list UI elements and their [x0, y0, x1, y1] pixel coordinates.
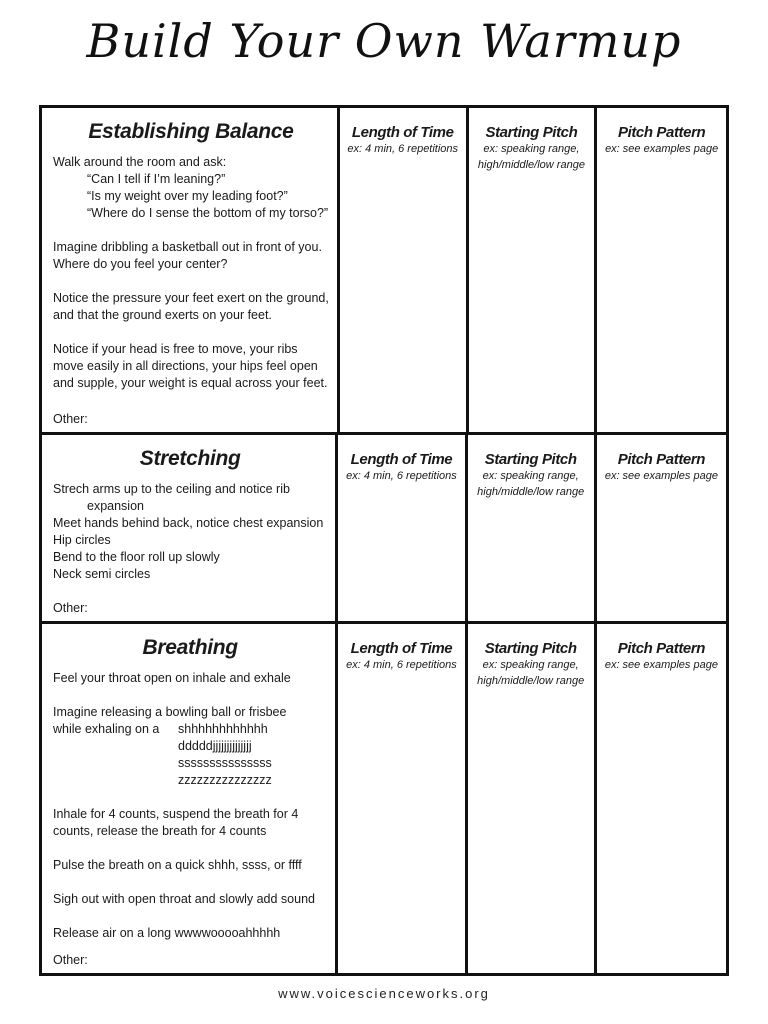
column-example-pitch: ex: speaking range,	[482, 659, 579, 671]
column-example-pitch: high/middle/low range	[477, 675, 585, 687]
text-line: while exhaling on a	[53, 722, 160, 736]
text-line: “Is my weight over my leading foot?”	[87, 189, 288, 203]
pitch-pattern-cell[interactable]	[597, 435, 726, 621]
text-line: move easily in all directions, your hips feel open	[53, 359, 318, 373]
text-line: expansion	[87, 499, 144, 513]
text-line: Meet hands behind back, notice chest expansion	[53, 516, 324, 530]
length-of-time-cell[interactable]	[338, 624, 467, 973]
column-title-pattern: Pitch Pattern	[617, 451, 706, 468]
column-example-pattern: ex: see examples page	[604, 659, 718, 671]
column-title-length: Length of Time	[350, 640, 453, 657]
column-example-pitch: high/middle/low range	[477, 159, 585, 171]
column-example-length: ex: 4 min, 6 repetitions	[346, 470, 457, 482]
starting-pitch-cell[interactable]	[468, 435, 597, 621]
column-title-pattern: Pitch Pattern	[617, 640, 706, 657]
row-stretching	[42, 435, 726, 624]
text-line: Notice if your head is free to move, your ribs	[53, 342, 298, 356]
text-line: Walk around the room and ask:	[53, 155, 227, 169]
row-breathing	[42, 624, 726, 973]
section-title-breathing: Breathing	[142, 636, 238, 659]
column-example-length: ex: 4 min, 6 repetitions	[346, 659, 457, 671]
text-line: and that the ground exerts on your feet.	[53, 308, 272, 322]
column-title-pattern: Pitch Pattern	[617, 124, 706, 141]
balance-cell	[42, 108, 340, 432]
text-line: Feel your throat open on inhale and exhale	[53, 671, 291, 685]
text-line: “Where do I sense the bottom of my torso?”	[87, 206, 329, 220]
text-line: “Can I tell if I’m leaning?”	[87, 172, 226, 186]
column-example-pattern: ex: see examples page	[605, 143, 719, 155]
column-example-pitch: ex: speaking range,	[483, 143, 580, 155]
text-line: Where do you feel your center?	[53, 257, 228, 271]
text-line: Inhale for 4 counts, suspend the breath for 4	[53, 807, 299, 821]
text-line: Hip circles	[53, 533, 111, 547]
sound-text: sssssssssssssss	[178, 756, 272, 770]
breathing-cell	[42, 624, 338, 973]
footer-url[interactable]: www.voicescienceworks.org	[278, 986, 490, 1001]
starting-pitch-cell[interactable]	[469, 108, 598, 432]
column-title-length: Length of Time	[351, 124, 454, 141]
section-title-balance: Establishing Balance	[88, 120, 294, 143]
row-establishing-balance	[42, 108, 726, 435]
sound-text: zzzzzzzzzzzzzzz	[178, 773, 272, 787]
text-line: and supple, your weight is equal across your feet.	[53, 376, 328, 390]
pitch-pattern-cell[interactable]	[597, 624, 726, 973]
text-line: Imagine dribbling a basketball out in front of you.	[53, 240, 322, 254]
page-title: Build Your Own Warmup	[86, 14, 682, 68]
column-title-length: Length of Time	[350, 451, 453, 468]
text-line: Notice the pressure your feet exert on the ground,	[53, 291, 329, 305]
pitch-pattern-cell[interactable]	[597, 108, 726, 432]
exhale-line	[53, 721, 327, 738]
other-label: Other:	[53, 601, 88, 615]
column-example-pattern: ex: see examples page	[604, 470, 718, 482]
warmup-table	[39, 105, 729, 976]
column-example-length: ex: 4 min, 6 repetitions	[347, 143, 459, 155]
other-label: Other:	[53, 953, 88, 967]
text-line: Neck semi circles	[53, 567, 151, 581]
column-example-pitch: high/middle/low range	[477, 486, 585, 498]
length-of-time-cell[interactable]	[338, 435, 467, 621]
text-line: Bend to the floor roll up slowly	[53, 550, 220, 564]
column-title-pitch: Starting Pitch	[484, 640, 577, 657]
text-line: Imagine releasing a bowling ball or frisbee	[53, 705, 287, 719]
starting-pitch-cell[interactable]	[468, 624, 597, 973]
length-of-time-cell[interactable]	[340, 108, 469, 432]
sound-text: dddddjjjjjjjjjjjjjj	[178, 739, 252, 753]
column-example-pitch: ex: speaking range,	[482, 470, 579, 482]
sound-text: shhhhhhhhhhhh	[178, 722, 268, 736]
text-line: counts, release the breath for 4 counts	[53, 824, 267, 838]
stretching-cell	[42, 435, 338, 621]
text-line: Pulse the breath on a quick shhh, ssss, or ffff	[53, 858, 302, 872]
text-line: Sigh out with open throat and slowly add sound	[53, 892, 315, 906]
other-label: Other:	[53, 412, 88, 426]
text-line: Strech arms up to the ceiling and notice rib	[53, 482, 290, 496]
column-title-pitch: Starting Pitch	[485, 124, 578, 141]
column-title-pitch: Starting Pitch	[484, 451, 577, 468]
section-title-stretching: Stretching	[139, 447, 241, 470]
text-line: Release air on a long wwwwooooahhhhh	[53, 926, 281, 940]
